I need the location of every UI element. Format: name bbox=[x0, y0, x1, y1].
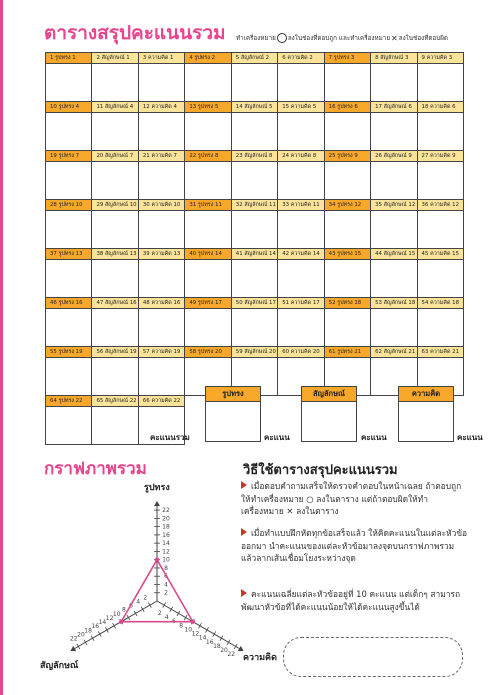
graph-tick-label: 16 bbox=[162, 531, 170, 539]
score-cell-label: 15 ความคิด 5 bbox=[278, 102, 323, 113]
graph-tick-label: 4 bbox=[164, 581, 168, 589]
score-cell[interactable] bbox=[184, 150, 231, 200]
cross-mark-icon: ✕ bbox=[391, 33, 398, 43]
score-cell-label: 30 ความคิด 10 bbox=[139, 200, 184, 211]
score-cell[interactable] bbox=[184, 199, 231, 249]
score-cell-label: 56 สัญลักษณ์ 19 bbox=[92, 347, 137, 358]
graph-tick bbox=[98, 631, 101, 636]
average-point bbox=[191, 619, 195, 623]
howto-item: เมื่อตอบคำถามเสร็จให้ตรวจคำตอบในหน้าเฉลย ถ้าตอบถูกให้ทำเครื่องหมาย ○ ลงในตาราง แต่ถ้าตอบผิดให้ทำเครื่องหมาย ✕ ลงในตาราง bbox=[241, 481, 462, 516]
score-cell[interactable] bbox=[45, 52, 92, 102]
bullet-arrow-icon bbox=[241, 481, 247, 489]
graph-tick bbox=[170, 607, 173, 612]
score-cell-label: 57 ความคิด 19 bbox=[139, 347, 184, 358]
score-cell[interactable] bbox=[231, 199, 278, 249]
score-cell[interactable] bbox=[138, 346, 185, 396]
score-cell-label: 66 ความคิด 22 bbox=[139, 396, 184, 407]
score-cell[interactable] bbox=[417, 297, 464, 347]
graph-tick bbox=[148, 603, 151, 608]
score-cell-label: 43 รูปทรง 15 bbox=[325, 249, 370, 260]
score-cell-label: 16 รูปทรง 6 bbox=[325, 102, 370, 113]
score-cell-label: 59 สัญลักษณ์ 20 bbox=[232, 347, 277, 358]
score-cell[interactable] bbox=[417, 101, 464, 151]
score-cell[interactable] bbox=[417, 199, 464, 249]
score-cell-label: 12 ความคิด 4 bbox=[139, 102, 184, 113]
axis-label-shape: รูปทรง bbox=[144, 483, 170, 493]
graph-tick-label: 12 bbox=[191, 630, 200, 638]
score-cell[interactable] bbox=[277, 297, 324, 347]
score-cell-label: 34 รูปทรง 12 bbox=[325, 200, 370, 211]
score-cell[interactable] bbox=[138, 248, 185, 298]
score-cell-label: 11 สัญลักษณ์ 4 bbox=[92, 102, 137, 113]
score-cell-label: 40 รูปทรง 14 bbox=[185, 249, 230, 260]
score-cell-label: 50 สัญลักษณ์ 17 bbox=[232, 298, 277, 309]
circle-mark-icon bbox=[277, 33, 287, 43]
score-cell-label: 63 ความคิด 21 bbox=[418, 347, 463, 358]
score-cell-label: 64 รูปทรง 22 bbox=[46, 396, 91, 407]
score-cell-label: 38 สัญลักษณ์ 13 bbox=[92, 249, 137, 260]
graph-tick-label: 14 bbox=[198, 634, 207, 642]
graph-tick-label: 12 bbox=[162, 548, 170, 556]
graph-title: กราฟภาพรวม bbox=[44, 459, 147, 479]
total-score-label: คะแนนรวม bbox=[150, 433, 190, 442]
graph-tick bbox=[234, 644, 237, 649]
score-cell[interactable] bbox=[277, 150, 324, 200]
score-cell[interactable] bbox=[417, 52, 464, 102]
graph-tick-label: 8 bbox=[179, 622, 184, 630]
score-cell-label: 17 สัญลักษณ์ 6 bbox=[371, 102, 416, 113]
score-cell-label: 20 สัญลักษณ์ 7 bbox=[92, 151, 137, 162]
score-cell-label: 8 สัญลักษณ์ 3 bbox=[371, 53, 416, 64]
score-cell-label: 9 ความคิด 3 bbox=[418, 53, 463, 64]
score-cell[interactable] bbox=[91, 199, 138, 249]
score-cell[interactable] bbox=[91, 101, 138, 151]
graph-tick-label: 10 bbox=[162, 556, 170, 564]
score-cell[interactable] bbox=[184, 101, 231, 151]
score-cell-label: 26 สัญลักษณ์ 9 bbox=[371, 151, 416, 162]
graph-tick-label: 6 bbox=[164, 573, 168, 581]
score-cell-label: 25 รูปทรง 9 bbox=[325, 151, 370, 162]
instruction-part2: ลงในช่องที่ตอบถูก และทำเครื่องหมาย bbox=[287, 35, 391, 42]
summary-box-header: ความคิด bbox=[399, 387, 453, 402]
score-cell[interactable] bbox=[184, 297, 231, 347]
overview-graph bbox=[30, 478, 260, 688]
score-cell[interactable] bbox=[45, 297, 92, 347]
score-cell-label: 54 ความคิด 18 bbox=[418, 298, 463, 309]
graph-tick-label: 12 bbox=[105, 614, 114, 622]
score-cell[interactable] bbox=[231, 150, 278, 200]
graph-tick-label: 16 bbox=[205, 638, 214, 646]
score-cell[interactable] bbox=[91, 395, 138, 445]
graph-tick-label: 14 bbox=[98, 619, 107, 627]
score-cell-label: 42 ความคิด 14 bbox=[278, 249, 323, 260]
score-cell-label: 49 รูปทรง 17 bbox=[185, 298, 230, 309]
summary-box-shape[interactable] bbox=[205, 386, 261, 442]
instruction-text bbox=[236, 33, 448, 43]
score-cell[interactable] bbox=[45, 150, 92, 200]
graph-tick-label: 18 bbox=[213, 642, 221, 650]
graph-tick bbox=[220, 636, 223, 641]
page-title: ตารางสรุปคะแนนรวม bbox=[44, 22, 226, 44]
score-cell[interactable] bbox=[91, 346, 138, 396]
graph-tick-label: 20 bbox=[162, 515, 170, 523]
bullet-arrow-icon bbox=[241, 528, 247, 536]
score-cell[interactable] bbox=[138, 52, 185, 102]
score-cell-label: 41 สัญลักษณ์ 14 bbox=[232, 249, 277, 260]
score-cell[interactable] bbox=[324, 150, 371, 200]
score-cell[interactable] bbox=[231, 52, 278, 102]
score-cell[interactable] bbox=[277, 101, 324, 151]
score-cell-label: 65 สัญลักษณ์ 22 bbox=[92, 396, 137, 407]
score-cell-label: 6 ความคิด 2 bbox=[278, 53, 323, 64]
score-cell[interactable] bbox=[184, 248, 231, 298]
graph-tick-label: 2 bbox=[164, 589, 168, 597]
score-cell-label: 3 ความคิด 1 bbox=[139, 53, 184, 64]
score-cell-label: 46 รูปทรง 16 bbox=[46, 298, 91, 309]
graph-tick bbox=[84, 640, 87, 645]
score-cell[interactable] bbox=[45, 199, 92, 249]
graph-tick bbox=[105, 627, 108, 632]
graph-tick bbox=[198, 623, 201, 628]
score-cell[interactable] bbox=[370, 199, 417, 249]
score-cell-label: 39 ความคิด 13 bbox=[139, 249, 184, 260]
score-cell[interactable] bbox=[45, 101, 92, 151]
graph-tick bbox=[127, 615, 130, 620]
howto-item: คะแนนเฉลี่ยแต่ละหัวข้ออยู่ที่ 10 คะแนน แต่เด็กๆ สามารถพัฒนาหัวข้อที่ได้คะแนนน้อยให้ได้คะแนนสูงขึ้นได้ bbox=[241, 589, 461, 612]
axis-label-symbol: สัญลักษณ์ bbox=[40, 661, 79, 671]
howto-title: วิธีใช้ตารางสรุปคะแนนรวม bbox=[243, 463, 398, 478]
score-cell-label: 53 สัญลักษณ์ 18 bbox=[371, 298, 416, 309]
score-cell[interactable] bbox=[277, 248, 324, 298]
score-cell[interactable] bbox=[324, 199, 371, 249]
score-cell[interactable] bbox=[91, 52, 138, 102]
score-cell-label: 35 สัญลักษณ์ 12 bbox=[371, 200, 416, 211]
score-cell[interactable] bbox=[370, 150, 417, 200]
score-cell[interactable] bbox=[277, 199, 324, 249]
graph-tick bbox=[206, 627, 209, 632]
score-cell-label: 1 รูปทรง 1 bbox=[46, 53, 91, 64]
score-cell-label: 33 ความคิด 11 bbox=[278, 200, 323, 211]
graph-tick-label: 6 bbox=[172, 618, 176, 626]
score-cell-label: 7 รูปทรง 3 bbox=[325, 53, 370, 64]
score-cell-label: 28 รูปทรง 10 bbox=[46, 200, 91, 211]
score-cell[interactable] bbox=[370, 52, 417, 102]
graph-tick-label: 2 bbox=[157, 609, 162, 617]
score-cell[interactable] bbox=[231, 101, 278, 151]
summary-box-symbol[interactable] bbox=[301, 386, 357, 442]
score-cell-label: 27 ความคิด 9 bbox=[418, 151, 463, 162]
score-cell[interactable] bbox=[417, 150, 464, 200]
score-cell-label: 37 รูปทรง 13 bbox=[46, 249, 91, 260]
score-cell-label: 24 ความคิด 8 bbox=[278, 151, 323, 162]
graph-axis bbox=[75, 601, 157, 649]
score-cell-label: 4 รูปทรง 2 bbox=[185, 53, 230, 64]
graph-tick-label: 22 bbox=[69, 635, 78, 643]
instruction-part1: ทำเครื่องหมาย bbox=[236, 35, 276, 42]
graph-tick bbox=[184, 615, 187, 620]
score-cell[interactable] bbox=[45, 395, 92, 445]
score-cell-label: 32 สัญลักษณ์ 11 bbox=[232, 200, 277, 211]
score-cell-label: 18 ความคิด 6 bbox=[418, 102, 463, 113]
score-cell-label: 58 รูปทรง 20 bbox=[185, 347, 230, 358]
graph-tick-label: 18 bbox=[162, 523, 170, 531]
summary-box-idea[interactable] bbox=[398, 386, 454, 442]
graph-tick-label: 4 bbox=[164, 614, 169, 622]
page-edge-bar bbox=[0, 0, 3, 695]
score-cell-label: 52 รูปทรง 18 bbox=[325, 298, 370, 309]
score-cell[interactable] bbox=[138, 101, 185, 151]
score-cell[interactable] bbox=[417, 248, 464, 298]
score-cell-label: 47 สัญลักษณ์ 16 bbox=[92, 298, 137, 309]
score-cell-label: 29 สัญลักษณ์ 10 bbox=[92, 200, 137, 211]
score-cell-label: 55 รูปทรง 19 bbox=[46, 347, 91, 358]
score-cell[interactable] bbox=[324, 101, 371, 151]
graph-tick-label: 18 bbox=[84, 627, 92, 635]
graph-tick-label: 16 bbox=[91, 623, 100, 631]
summary-box-header: รูปทรง bbox=[206, 387, 260, 402]
average-point bbox=[155, 557, 159, 561]
score-cell[interactable] bbox=[91, 297, 138, 347]
score-cell[interactable] bbox=[138, 199, 185, 249]
score-cell-label: 62 สัญลักษณ์ 21 bbox=[371, 347, 416, 358]
summary-box-header: สัญลักษณ์ bbox=[302, 387, 356, 402]
axis-label-idea: ความคิด bbox=[243, 653, 277, 663]
score-cell[interactable] bbox=[324, 52, 371, 102]
score-cell[interactable] bbox=[45, 346, 92, 396]
score-grid bbox=[45, 52, 463, 404]
graph-tick-label: 20 bbox=[220, 647, 228, 655]
score-cell[interactable] bbox=[231, 248, 278, 298]
graph-axis-arrow bbox=[154, 501, 160, 506]
idea-answer-box[interactable] bbox=[283, 637, 463, 677]
score-unit-label: คะแนน bbox=[457, 433, 483, 442]
score-unit-label: คะแนน bbox=[264, 433, 290, 442]
graph-tick-label: 8 bbox=[121, 606, 126, 614]
score-cell[interactable] bbox=[184, 52, 231, 102]
score-cell-label: 45 ความคิด 15 bbox=[418, 249, 463, 260]
graph-tick-label: 22 bbox=[162, 507, 170, 515]
score-cell[interactable] bbox=[231, 297, 278, 347]
score-cell-label: 13 รูปทรง 5 bbox=[185, 102, 230, 113]
score-cell[interactable] bbox=[370, 297, 417, 347]
graph-tick-label: 10 bbox=[184, 626, 193, 634]
graph-tick-label: 2 bbox=[143, 594, 148, 602]
average-point bbox=[119, 619, 123, 623]
score-cell[interactable] bbox=[91, 248, 138, 298]
graph-tick-label: 6 bbox=[129, 602, 133, 610]
graph-tick bbox=[213, 631, 216, 636]
graph-tick bbox=[141, 607, 144, 612]
score-cell[interactable] bbox=[91, 150, 138, 200]
howto-item: เมื่อทำแบบฝึกหัดทุกข้อเสร็จแล้ว ให้คิดคะแนนในแต่ละหัวข้อออกมา นำคะแนนของแต่ละหัวข้อมาลงจุดบนกราฟภาพรวมแล้วลากเส้นเชื่อมโยงระหว่างจุด bbox=[241, 528, 468, 563]
score-cell[interactable] bbox=[45, 248, 92, 298]
graph-tick bbox=[134, 611, 137, 616]
graph-tick bbox=[91, 636, 94, 641]
bullet-arrow-icon bbox=[241, 589, 247, 597]
score-cell-label: 2 สัญลักษณ์ 1 bbox=[92, 53, 137, 64]
score-cell-label: 14 สัญลักษณ์ 5 bbox=[232, 102, 277, 113]
score-cell-label: 10 รูปทรง 4 bbox=[46, 102, 91, 113]
graph-tick-label: 14 bbox=[162, 540, 170, 548]
score-cell-label: 5 สัญลักษณ์ 2 bbox=[232, 53, 277, 64]
score-unit-label: คะแนน bbox=[361, 433, 387, 442]
graph-tick-label: 20 bbox=[77, 631, 85, 639]
graph-tick-label: 8 bbox=[164, 564, 168, 572]
score-cell-label: 36 ความคิด 12 bbox=[418, 200, 463, 211]
score-cell-label: 21 ความคิด 7 bbox=[139, 151, 184, 162]
score-cell[interactable] bbox=[138, 297, 185, 347]
graph-tick bbox=[77, 644, 80, 649]
graph-tick bbox=[227, 640, 230, 645]
score-cell[interactable] bbox=[138, 150, 185, 200]
score-cell[interactable] bbox=[370, 248, 417, 298]
score-cell[interactable] bbox=[370, 101, 417, 151]
score-cell[interactable] bbox=[324, 248, 371, 298]
graph-tick-label: 10 bbox=[112, 610, 121, 618]
score-cell-label: 61 รูปทรง 21 bbox=[325, 347, 370, 358]
graph-tick bbox=[177, 611, 180, 616]
score-cell-label: 19 รูปทรง 7 bbox=[46, 151, 91, 162]
score-cell[interactable] bbox=[277, 52, 324, 102]
score-cell-label: 44 สัญลักษณ์ 15 bbox=[371, 249, 416, 260]
score-cell[interactable] bbox=[324, 297, 371, 347]
score-cell-label: 60 ความคิด 20 bbox=[278, 347, 323, 358]
graph-tick bbox=[163, 603, 166, 608]
instruction-part3: ลงในช่องที่ตอบผิด bbox=[398, 35, 448, 42]
score-cell-label: 23 สัญลักษณ์ 8 bbox=[232, 151, 277, 162]
score-cell-label: 48 ความคิด 16 bbox=[139, 298, 184, 309]
score-cell-label: 51 ความคิด 17 bbox=[278, 298, 323, 309]
score-cell-label: 22 รูปทรง 8 bbox=[185, 151, 230, 162]
score-cell-label: 31 รูปทรง 11 bbox=[185, 200, 230, 211]
graph-tick bbox=[113, 623, 116, 628]
graph-tick-label: 4 bbox=[136, 598, 141, 606]
graph-tick-label: 22 bbox=[227, 651, 236, 659]
